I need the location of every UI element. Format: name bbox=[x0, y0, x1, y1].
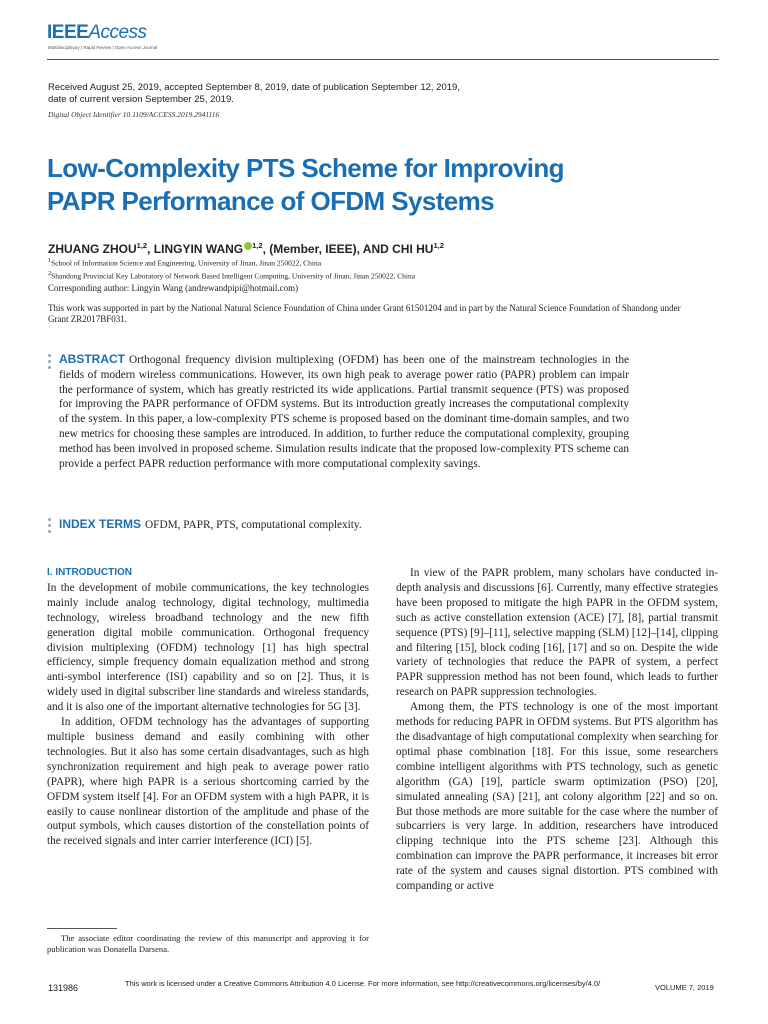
paragraph: In the development of mobile communications, the key technologies mainly include analog technology, digital technology, multimedia technology, wireless broadband technology and the new fifth generation digital mobile communication. Orthogonal frequency division multiplexing (OFDM) technology [1] has high spectral efficiency, simple frequency domain equalization method and strong anti-symbol interference (ISI) capability and so on [2]. Thus, it is widely used in digital subscriber line standards and wireless standards, and it is also one of the important alternative technologies for 5G [3]. bbox=[47, 581, 369, 714]
affiliations bbox=[48, 256, 415, 281]
affiliation-2-num: 2 bbox=[48, 269, 52, 277]
abstract-text: Orthogonal frequency division multiplexing (OFDM) has been one of the mainstream technologies in the fields of modern wireless communications. However, its own high peak to average power ratio (PAPR) problem can impair the performance of system, which has greatly restricted its wide applications. Partial transmit sequence (PTS) was proposed for improving the PAPR performance of OFDM systems. But its introduction greatly increases the computational complexity of the system. In this paper, a low-complexity PTS scheme is proposed based on the dominant time-domain samples, and two new metrics for choosing these samples are introduced. In addition, to further reduce the computational complexity, grouping method has been involved in proposed scheme. Simulation results indicate that the proposed low-complexity PTS scheme can provide a perfect PAPR reduction performance with more computational complexity savings. bbox=[59, 354, 629, 470]
corresponding-author: Corresponding author: Lingyin Wang (andrewandpipi@hotmail.com) bbox=[48, 283, 299, 293]
paper-title bbox=[47, 152, 647, 218]
affiliation-1 bbox=[48, 256, 415, 269]
footnote-rule bbox=[47, 928, 117, 929]
title-line-1: Low-Complexity PTS Scheme for Improving bbox=[47, 153, 564, 183]
header-rule bbox=[47, 59, 719, 60]
publication-dates bbox=[48, 82, 568, 106]
affiliation-2-text: Shandong Provincial Key Laboratory of Network Based Intelligent Computing, University of Jinan, Jinan 250022, China bbox=[51, 271, 416, 280]
logo-ieee: IEEE bbox=[47, 22, 89, 43]
affiliation-2 bbox=[48, 269, 415, 282]
paragraph: In view of the PAPR problem, many scholars have conducted in-depth analysis and discussions [6]. Currently, many effective strategies have been proposed to mitigate the high PAPR in the OFDM system, such as active constellation extension (ACE) [7], [8], partial transmit sequence (PTS) [9]–[11], selective mapping (SLM) [12]–[14], clipping and filtering [15], block coding [16], [17] and so on. Despite the wide variety of technologies that reduce the PAPR of system, a perfect PAPR suppression method has not been found, which leads to further research on PAPR suppression technologies. bbox=[396, 567, 718, 699]
journal-logo bbox=[47, 22, 147, 44]
funding-statement: This work was supported in part by the National Natural Science Foundation of China under Grant 61501204 and in part by the Natural Science Foundation of Shandong under Grant ZR2017BF031. bbox=[48, 303, 681, 324]
page-number: 131986 bbox=[48, 983, 79, 993]
author-2-affil: 1,2 bbox=[252, 241, 263, 250]
author-2: LINGYIN WANG bbox=[153, 242, 244, 256]
license-notice[interactable]: This work is licensed under a Creative Commons Attribution 4.0 License. For more information, see http://creativecommons.org/licenses/by/4.0/ bbox=[125, 979, 601, 988]
body-column-right bbox=[396, 566, 718, 894]
logo-access: Access bbox=[88, 22, 147, 43]
index-terms-text: OFDM, PAPR, PTS, computational complexity. bbox=[145, 519, 362, 531]
paragraph: In addition, OFDM technology has the advantages of supporting multiple business demand and easily combining with other technologies. But it also has some certain disadvantages, such as high synchronization requirement and high peak to average power ratio (PAPR), where high PAPR is a serious shortcoming carried by the OFDM system itself [4]. For an OFDM system with a high PAPR, it is easily to cause nonlinear distortion of the amplitude and phase of the output symbols, which causes distortion of the constellation points of the received signals and inter carrier interference (ICI) [5]. bbox=[47, 716, 369, 848]
abstract bbox=[59, 352, 629, 471]
author-3-affil: 1,2 bbox=[433, 241, 444, 250]
affiliation-1-text: School of Information Science and Engineering, University of Jinan, Jinan 250022, China bbox=[51, 258, 322, 268]
abstract-heading: ABSTRACT bbox=[59, 352, 125, 366]
dates-line-2: date of current version September 25, 2019. bbox=[48, 94, 234, 105]
author-1: ZHUANG ZHOU bbox=[48, 242, 137, 256]
logo-subtitle: Multidisciplinary | Rapid Review | Open Access Journal bbox=[48, 45, 158, 50]
footnote: The associate editor coordinating the review of this manuscript and approving it for publication was Donatella Darsena. bbox=[47, 933, 369, 954]
author-list: ZHUANG ZHOU$^{1,2}$, LINGYIN WANG $^{1,2}$, (Member, IEEE), AND CHI HU$^{1,2}$ bbox=[48, 241, 444, 256]
affiliation-1-num: 1 bbox=[48, 257, 52, 264]
index-terms-dots-icon bbox=[48, 518, 51, 536]
index-terms-heading: INDEX TERMS bbox=[59, 517, 142, 531]
abstract-dots-icon bbox=[48, 354, 51, 372]
orcid-icon[interactable] bbox=[244, 242, 252, 250]
title-line-2: PAPR Performance of OFDM Systems bbox=[47, 186, 494, 216]
author-2-role: , (Member, IEEE), AND CHI HU bbox=[262, 242, 434, 256]
section-heading: I. INTRODUCTION bbox=[47, 567, 132, 578]
body-column-left bbox=[47, 566, 369, 849]
author-1-affil: 1,2 bbox=[136, 241, 148, 250]
volume-label: VOLUME 7, 2019 bbox=[655, 983, 714, 992]
dates-line-1: Received August 25, 2019, accepted September 8, 2019, date of publication September 12, 2019, bbox=[48, 82, 460, 93]
index-terms bbox=[59, 517, 362, 531]
doi: Digital Object Identifier 10.1109/ACCESS.2019.2941116 bbox=[48, 110, 220, 119]
paragraph: Among them, the PTS technology is one of the most important methods for reducing PAPR in OFDM systems. But PTS algorithm has the disadvantage of high computational complexity when searching for optimal phase combination [18]. For this issue, some researchers combine intelligent algorithms with PTS technology, such as genetic algorithm (GA) [19], particle swarm optimization (PSO) [20], simulated annealing (SA) [21], ant colony algorithm [22] and so on. But those methods are more suitable for the case where the number of subcarriers is very large. In addition, researchers have introduced clipping technique into the PTS scheme [23]. Although this combination can improve the PAPR performance, it increases bit error rate of the system and causes signal distortion. PTS combined with companding or active bbox=[396, 701, 718, 893]
